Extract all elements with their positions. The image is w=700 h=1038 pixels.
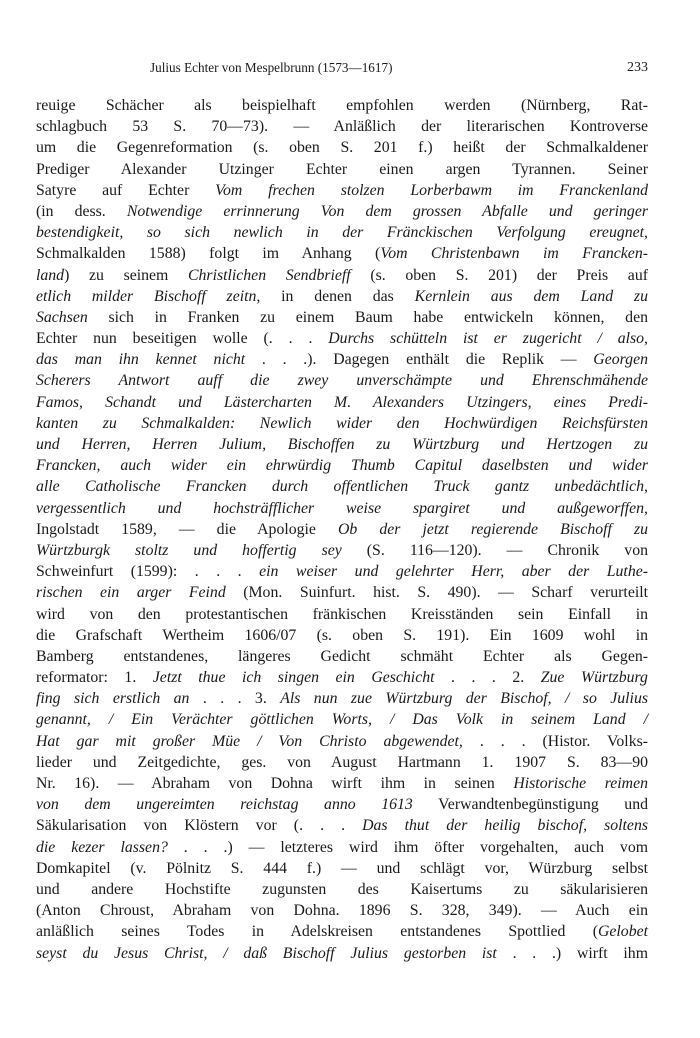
italic-segment: genannt, / Ein Verächter göttlichen Worts, / Das Volk in seinem Land / bbox=[36, 711, 648, 729]
italic-segment: land bbox=[36, 266, 65, 284]
italic-segment: kanten zu Schmalkalden: Newlich wider den Hochwürdigen Reichsfürsten bbox=[36, 414, 648, 432]
text-segment: (Anton Chroust, Abraham von Dohna. 1896 S. 328, 349). — Auch ein bbox=[36, 902, 648, 920]
italic-segment: Das thut der heilig bischof, soltens bbox=[362, 817, 648, 835]
body-text bbox=[36, 95, 648, 964]
text-line bbox=[36, 519, 648, 540]
text-segment: reformator: 1. bbox=[36, 669, 153, 687]
italic-segment: Christlichen Sendbrieff bbox=[187, 266, 351, 284]
italic-segment: Ob der jetzt regierende Bischoff zu bbox=[337, 520, 648, 538]
page-number: 233 bbox=[627, 60, 648, 75]
italic-segment: seyst du Jesus Christ, / daß Bischoff Julius gestorben ist bbox=[36, 944, 497, 962]
running-head: Julius Echter von Mespelbrunn (1573—1617) bbox=[150, 60, 393, 75]
text-segment: ) zu seinem bbox=[64, 266, 188, 284]
text-segment: um die Gegenreformation (s. oben S. 201 f.) heißt der Schmalkaldener bbox=[36, 139, 648, 157]
italic-segment: Durchs schütteln ist er zugericht / also, bbox=[328, 330, 648, 348]
text-line bbox=[36, 180, 648, 201]
text-line bbox=[36, 943, 648, 964]
text-segment: reuige Schächer als beispielhaft empfohlen werden (Nürnberg, Rat- bbox=[36, 97, 648, 114]
text-line bbox=[36, 625, 648, 646]
italic-segment: Hat gar mit großer Müe / Von Christo abgewendet, bbox=[36, 732, 463, 750]
italic-segment: die kezer lassen? bbox=[36, 838, 168, 856]
text-line bbox=[36, 731, 648, 752]
italic-segment: Jetzt thue ich singen ein Geschicht bbox=[152, 669, 435, 687]
text-segment: Bamberg entstandenes, längeres Gedicht schmäht Echter als Gegen- bbox=[36, 647, 648, 665]
text-segment: Satyre auf Echter bbox=[36, 181, 216, 199]
text-segment: . . . 3. bbox=[189, 690, 281, 708]
text-line bbox=[36, 243, 648, 264]
text-line bbox=[36, 116, 648, 137]
italic-segment: Als nun zue Würtzburg der Bischof, / so Julius bbox=[280, 690, 648, 708]
italic-segment: Kernlein aus dem Land zu bbox=[414, 287, 648, 305]
text-line bbox=[36, 222, 648, 243]
italic-segment: Zue Würtzburg bbox=[540, 669, 648, 687]
text-segment: und andere Hochstifte zugunsten des Kaisertums zu säkularisieren bbox=[36, 880, 648, 898]
text-line bbox=[36, 794, 648, 815]
text-segment: Ingolstadt 1589, — die Apologie bbox=[36, 520, 338, 538]
text-segment: (s. oben S. 201) der Preis auf bbox=[350, 266, 648, 284]
text-line bbox=[36, 688, 648, 709]
text-line bbox=[36, 646, 648, 667]
text-line bbox=[36, 752, 648, 773]
text-line bbox=[36, 476, 648, 497]
text-segment: Säkularisation von Klöstern vor (. . . bbox=[36, 817, 363, 835]
text-segment: Domkapitel (v. Pölnitz S. 444 f.) — und schlägt vor, Würzburg selbst bbox=[36, 859, 648, 877]
text-line bbox=[36, 370, 648, 391]
text-line bbox=[36, 858, 648, 879]
text-line bbox=[36, 667, 648, 688]
italic-segment: Gelobet bbox=[597, 923, 648, 941]
text-segment: . . .) — letzteres wird ihm öfter vorgehalten, auch vom bbox=[167, 838, 649, 856]
text-line bbox=[36, 455, 648, 476]
text-line bbox=[36, 328, 648, 349]
text-segment: Echter nun beseitigen wolle (. . . bbox=[36, 330, 329, 348]
text-segment: anläßlich seines Todes in Adelskreisen entstandenes Spottlied ( bbox=[36, 923, 598, 941]
italic-segment: Georgen bbox=[593, 351, 648, 369]
text-line bbox=[36, 286, 648, 307]
text-segment: lieder und Zeitgedichte, ges. von August Hartmann 1. 1907 S. 83—90 bbox=[36, 753, 648, 771]
book-page bbox=[36, 0, 648, 1038]
italic-segment: Scherers Antwort auff die zwey unverschämpte und Ehrenschmähende bbox=[36, 372, 648, 390]
italic-segment: fing sich erstlich an bbox=[36, 690, 190, 708]
italic-segment: Sachsen bbox=[36, 308, 88, 326]
text-line bbox=[36, 159, 648, 180]
text-segment: (S. 116—120). — Chronik von bbox=[341, 541, 648, 559]
text-segment: . . .) wirft ihm bbox=[496, 944, 648, 962]
text-line bbox=[36, 582, 648, 603]
italic-segment: Notwendige errinnerung Von dem grossen Abfalle und geringer bbox=[126, 202, 648, 220]
text-segment: sich in Franken zu einem Baum habe entwickeln können, den bbox=[87, 308, 648, 326]
italic-segment: bestendigkeit, so sich newlich in der Fränckischen Verfolgung ereugnet, bbox=[36, 224, 648, 242]
text-line bbox=[36, 837, 648, 858]
text-line bbox=[36, 95, 648, 116]
italic-segment: von dem ungereimten reichstag anno 1613 bbox=[36, 796, 413, 814]
text-segment: . . . (Histor. Volks- bbox=[462, 732, 648, 750]
text-segment: Schmalkalden 1588) folgt im Anhang ( bbox=[36, 245, 381, 263]
text-segment: (Mon. Suinfurt. hist. S. 490). — Scharf verurteilt bbox=[225, 584, 648, 602]
text-segment: (in dess. bbox=[36, 202, 127, 220]
italic-segment: Historische reimen bbox=[513, 775, 648, 792]
italic-segment: und Herren, Herren Julium, Bischoffen zu Würtzburg und Hertzogen zu bbox=[36, 436, 648, 453]
text-line bbox=[36, 561, 648, 582]
italic-segment: Famos, Schandt und Lästercharten M. Alexanders Utzingers, eines Predi- bbox=[36, 393, 648, 411]
text-line bbox=[36, 413, 648, 434]
italic-segment: Francken, auch wider ein ehrwürdig Thumb Capitul daselbsten und wider bbox=[36, 457, 648, 475]
italic-segment: etlich milder Bischoff zeitn, bbox=[36, 287, 261, 305]
text-segment: Schweinfurt (1599): . . . bbox=[36, 563, 260, 581]
italic-segment: Vom frechen stolzen Lorberbawm im Franckenland bbox=[215, 181, 648, 199]
text-line bbox=[36, 879, 648, 900]
text-line bbox=[36, 137, 648, 158]
text-line bbox=[36, 265, 648, 286]
text-line bbox=[36, 307, 648, 328]
text-line bbox=[36, 349, 648, 370]
italic-segment: ein weiser und gelehrter Herr, aber der Luthe- bbox=[259, 563, 648, 581]
text-line bbox=[36, 434, 648, 455]
text-line bbox=[36, 773, 648, 794]
text-line bbox=[36, 815, 648, 836]
text-segment: Prediger Alexander Utzinger Echter einen argen Tyrannen. Seiner bbox=[36, 160, 648, 178]
text-segment: . . . 2. bbox=[434, 669, 541, 687]
italic-segment: rischen ein arger Feind bbox=[36, 584, 226, 602]
text-line bbox=[36, 498, 648, 519]
text-line bbox=[36, 201, 648, 222]
text-line bbox=[36, 921, 648, 942]
italic-segment: das man ihn kennet nicht bbox=[36, 351, 246, 369]
text-segment: wird von den protestantischen fränkischen Kreisständen sein Einfall in bbox=[36, 605, 648, 623]
text-line bbox=[36, 540, 648, 561]
page-header bbox=[36, 60, 648, 78]
text-line bbox=[36, 604, 648, 625]
text-line bbox=[36, 709, 648, 730]
italic-segment: Würtzburgk stoltz und hoffertig sey bbox=[36, 541, 342, 559]
italic-segment: Vom Christenbawn im Francken- bbox=[380, 245, 648, 263]
text-segment: Verwandtenbegünstigung und bbox=[412, 796, 648, 814]
text-segment: in denen das bbox=[260, 287, 415, 305]
text-segment: . . .). Dagegen enthält die Replik — bbox=[245, 351, 594, 369]
italic-segment: alle Catholische Francken durch offentlichen Truck gantz unbedächtlich, bbox=[36, 478, 648, 496]
text-segment: die Grafschaft Wertheim 1606/07 (s. oben S. 191). Ein 1609 wohl in bbox=[36, 626, 648, 644]
text-line bbox=[36, 900, 648, 921]
text-segment: schlagbuch 53 S. 70—73). — Anläßlich der literarischen Kontroverse bbox=[36, 118, 648, 136]
text-segment: Nr. 16). — Abraham von Dohna wirft ihm in seinen bbox=[36, 775, 514, 792]
text-line bbox=[36, 392, 648, 413]
italic-segment: vergessentlich und hochsträfflicher weise spargiret und außgeworffen, bbox=[36, 499, 648, 517]
